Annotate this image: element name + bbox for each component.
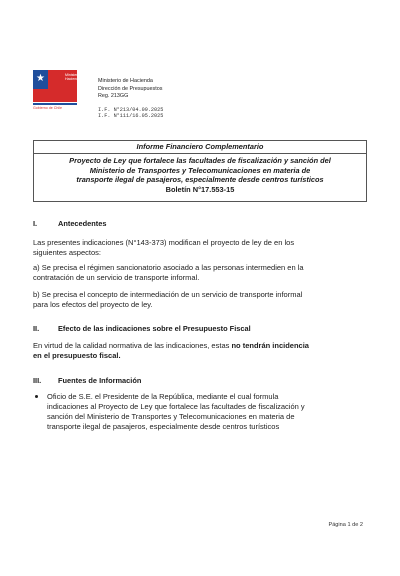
bold-text: no tendrán incidencia: [231, 341, 309, 350]
section-number: II.: [33, 324, 40, 333]
header-info: [98, 78, 163, 120]
section-heading-fuentes: [33, 376, 141, 385]
section-number: III.: [33, 376, 42, 385]
bullet-icon: [35, 395, 38, 398]
list-item-b: [33, 290, 385, 310]
logo-blue-field: [33, 70, 48, 89]
text-line: para los efectos del proyecto de ley.: [33, 300, 153, 309]
report-heading: Informe Financiero Complementario: [34, 141, 366, 154]
bill-title-line: transporte ilegal de pasajeros, especialmente desde centros turísticos: [76, 175, 324, 185]
section2-text: [33, 341, 373, 361]
text-run: En virtud de la calidad normativa de las indicaciones, estas: [33, 341, 232, 350]
logo-bar: [33, 103, 77, 105]
text-line: transporte ilegal de pasajeros, especialmente desde centros turísticos: [47, 422, 280, 431]
logo-subtext: Gobierno de Chile: [33, 106, 62, 110]
report-ref-2: I.F. N°111/16.05.2025: [98, 113, 164, 119]
text-line: siguientes aspectos:: [33, 248, 101, 257]
section-heading-antecedentes: [33, 219, 106, 228]
section-title: Fuentes de Información: [58, 376, 142, 385]
direction-name: Dirección de Presupuestos: [98, 85, 163, 92]
bill-title: [34, 154, 366, 194]
section-title: Antecedentes: [58, 219, 107, 228]
text-line: indicaciones al Proyecto de Ley que fortalece las facultades de fiscalización y: [47, 402, 305, 411]
section3-source: [47, 392, 372, 432]
logo-flag: [33, 70, 86, 102]
ministry-name: Ministerio de Hacienda: [98, 78, 153, 84]
section-number: I.: [33, 219, 38, 228]
logo-text: Ministerio de Hacienda: [65, 73, 86, 82]
section-heading-efecto: [33, 324, 251, 333]
bulletin-number: Boletín N°17.553-15: [165, 184, 235, 194]
bill-title-line: Ministerio de Transportes y Telecomunicaciones en materia de: [89, 165, 311, 175]
list-item-a: [33, 263, 385, 283]
page-number: Página 1 de 2: [328, 522, 363, 528]
registry-number: Reg. 213GG: [98, 93, 129, 99]
title-box: [33, 140, 367, 202]
ministry-logo: [33, 70, 86, 118]
text-line: b) Se precisa el concepto de intermediación de un servicio de transporte informal: [33, 290, 303, 299]
bold-text: en el presupuesto fiscal.: [33, 351, 121, 360]
text-line: contratación de un servicio de transporte informal.: [33, 273, 200, 282]
section-title: Efecto de las indicaciones sobre el Presupuesto Fiscal: [58, 324, 251, 333]
logo-red-field: [48, 70, 86, 89]
text-line: sanción del Ministerio de Transportes y Telecomunicaciones en materia de: [47, 412, 295, 421]
text-line: Las presentes indicaciones (N°143-373) modifican el proyecto de ley de en los: [33, 238, 295, 247]
text-line: Oficio de S.E. el Presidente de la República, mediante el cual formula: [47, 392, 279, 401]
bill-title-line: Proyecto de Ley que fortalece las facultades de fiscalización y sanción del: [69, 156, 331, 165]
logo-red-band: [33, 89, 77, 102]
star-icon: ★: [36, 73, 45, 84]
report-ref-1: I.F. N°213/04.09.2025: [98, 106, 164, 113]
section1-intro: [33, 238, 373, 258]
text-line: a) Se precisa el régimen sancionatorio asociado a las personas intermedien en la: [33, 263, 304, 272]
